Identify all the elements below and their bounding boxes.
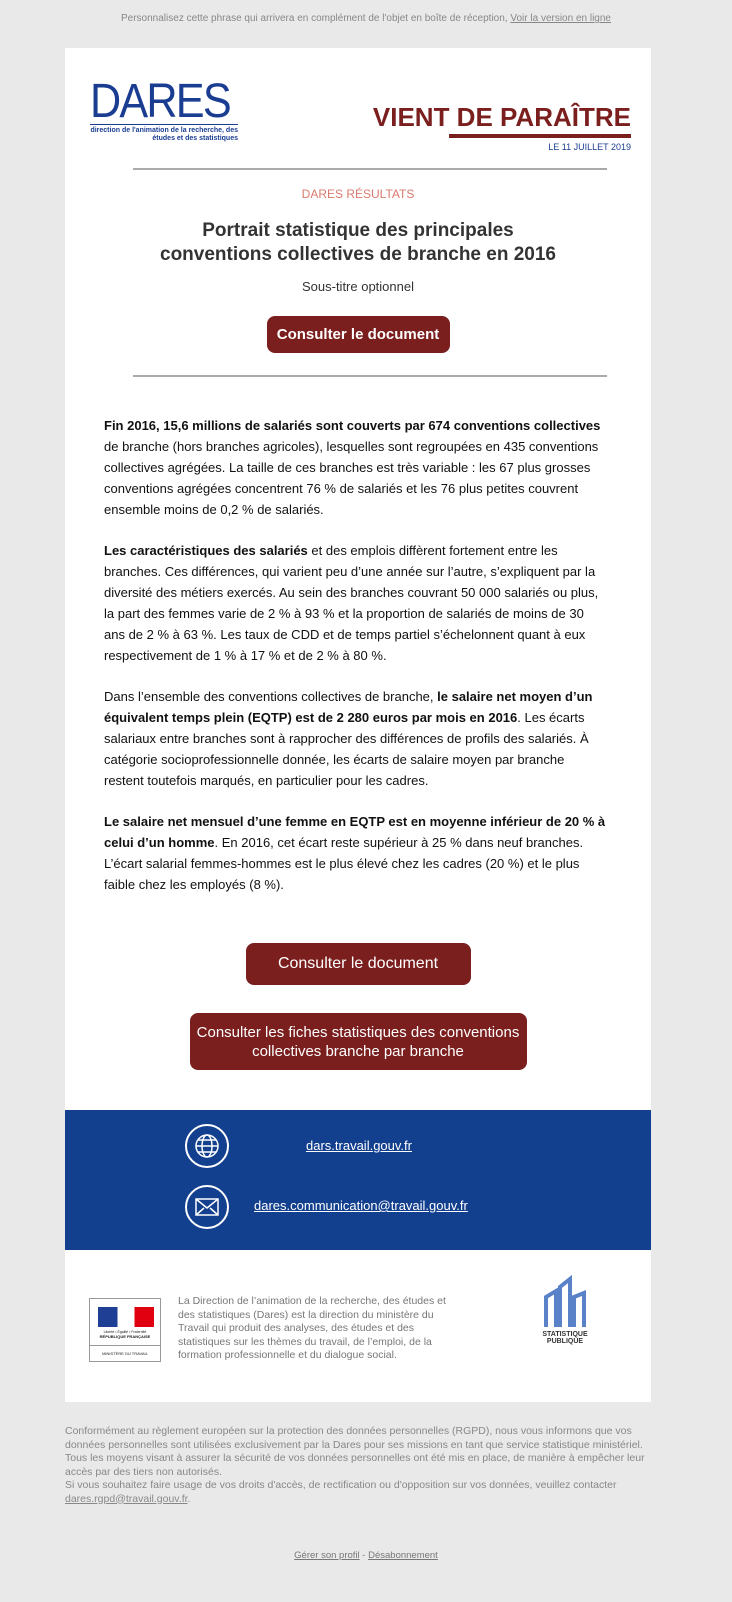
email-link[interactable]: dares.communication@travail.gouv.fr [254,1198,468,1213]
paragraph: Le salaire net mensuel d’une femme en EQTP est en moyenne inférieur de 20 % à celui d’un homme. En 2016, cet écart reste supérieur à 25 % dans neuf branches. L’écart salarial femmes-hommes est le plus élevé chez les cadres (20 %) et le plus faible chez les employés (8 %). [104,814,606,892]
mail-icon [185,1185,229,1229]
footer [65,1250,651,1402]
rgpd-email-link[interactable]: dares.rgpd@travail.gouv.fr [65,1492,188,1505]
kicker: DARES RÉSULTATS [301,187,415,201]
manage-profile-link[interactable]: Gérer son profil [294,1550,360,1561]
view-online-link[interactable]: Voir la version en ligne [510,13,611,24]
unsubscribe-link[interactable]: Désabonnement [368,1550,438,1561]
legal-notice: Conformément au règlement européen sur la protection des données personnelles (RGPD), nous vous informons que vos données personnelles sont utilisées exclusivement par la Dares pour ses missions en tant que service statistique ministériel. Tous les moyens visant à assurer la sécurité de vos données personnelles ont été mis en place, de manière à empêcher leur accès par des tiers non autorisés. Si vous souhaitez faire usage de vos droits d'accès, de rectification ou d'opposition sur vos données, veuillez contacter dares.rgpd@travail.gouv.fr. [65,1425,645,1505]
paragraph: Dans l’ensemble des conventions collectives de branche, le salaire net moyen d’un équivalent temps plein (EQTP) est de 2 280 euros par mois en 2016. Les écarts salariaux entre branches sont à rapprocher des différences de profils des salariés. À catégorie socioprofessionnelle donnée, les écarts de salaire moyen par branche restent toutefois marqués, en particulier pour les cadres. [104,689,593,788]
title-underline [449,134,631,138]
consult-document-button[interactable]: Consulter le document [267,316,450,353]
header-title: VIENT DE PARAÎTRE [372,102,631,132]
header [65,48,651,168]
paragraph: Les caractéristiques des salariés et des emplois diffèrent fortement entre les branches. Ces différences, qui varient peu d’une année sur l’autre, s’expliquent par la diversité des métiers exercés. Au sein des branches couvrant 50 000 salariés ou plus, la part des femmes varie de 2 % à 93 % et la proportion de salariés de moins de 30 ans de 2 % à 63 %. Les taux de CDD et de temps partiel s’échelonnent quant à eux respectivement de 1 % à 17 % et de 2 % à 80 %. [104,543,599,663]
article-subtitle: Sous-titre optionnel [301,279,414,294]
globe-icon [185,1124,229,1168]
contact-band [65,1110,651,1250]
website-link[interactable]: dars.travail.gouv.fr [306,1138,412,1153]
dares-logo: DARES direction de l'animation de la recherche, des études et des statistiques [90,75,238,142]
preheader: Personnalisez cette phrase qui arrivera en complément de l'objet en boîte de réception, Voir la version en ligne [121,13,611,24]
article-title: Portrait statistique des principales conventions collectives de branche en 2016 [160,220,556,265]
article-body [65,377,651,895]
marianne-logo: Liberté • Égalité • Fraternité RÉPUBLIQUE FRANÇAISE MINISTÈRE DU TRAVAIL [89,1298,161,1362]
consult-fiches-button[interactable]: Consulter les fiches statistiques des conventions collectives branche par branche [190,1013,527,1070]
divider [133,168,607,170]
about-text: La Direction de l’animation de la recherche, des études et des statistiques (Dares) est la direction du ministère du Travail qui produit des analyses, des études et des statistiques sur les thèmes du travail, de l’emploi, de la formation professionnelle et du dialogue social. [178,1295,446,1361]
statistique-publique-logo: STATISTIQUE PUBLIQUE [540,1275,590,1345]
paragraph: Fin 2016, 15,6 millions de salariés sont couverts par 674 conventions collectives de branche (hors branches agricoles), lesquelles sont regroupées en 435 conventions collectives agrégées. La taille de ces branches est très variable : les 67 plus grosses conventions agrégées concentrent 76 % de salariés et les 76 plus petites couvrent ensemble moins de 0,2 % de salariés. [104,418,601,517]
email-card [65,48,651,1402]
footer-links: Gérer son profil - Désabonnement [294,1550,438,1561]
publication-date: LE 11 JUILLET 2019 [548,142,631,152]
consult-document-button-2[interactable]: Consulter le document [246,943,471,985]
